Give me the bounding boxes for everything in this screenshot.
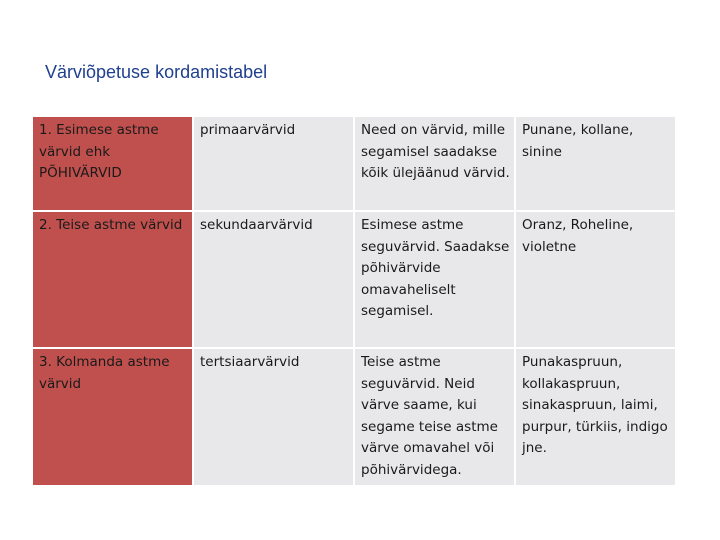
- table-row: [33, 212, 675, 349]
- row-examples-cell: Oranz, Roheline, violetne: [516, 212, 675, 349]
- table-row: [33, 117, 675, 212]
- page-title: Värviõpetuse kordamistabel: [45, 62, 268, 82]
- row-term-cell: tertsiaarvärvid: [194, 349, 353, 485]
- color-theory-table: [31, 117, 677, 485]
- row-name-cell: 2. Teise astme värvid: [33, 212, 192, 349]
- row-examples-cell: Punakaspruun, kollakaspruun, sinakaspruun, laimi, purpur, türkiis, indigo jne.: [516, 349, 675, 485]
- row-description-cell: Esimese astme seguvärvid. Saadakse põhivärvide omavaheliselt segamisel.: [355, 212, 514, 349]
- row-examples-cell: Punane, kollane, sinine: [516, 117, 675, 212]
- row-description-cell: Teise astme seguvärvid. Neid värve saame, kui segame teise astme värve omavahel või põhivärvidega.: [355, 349, 514, 485]
- row-name-cell: 3. Kolmanda astme värvid: [33, 349, 192, 485]
- table-row: [33, 349, 675, 485]
- row-name-cell: 1. Esimese astme värvid ehk PÕHIVÄRVID: [33, 117, 192, 212]
- row-term-cell: sekundaarvärvid: [194, 212, 353, 349]
- row-term-cell: primaarvärvid: [194, 117, 353, 212]
- row-description-cell: Need on värvid, mille segamisel saadakse kõik ülejäänud värvid.: [355, 117, 514, 212]
